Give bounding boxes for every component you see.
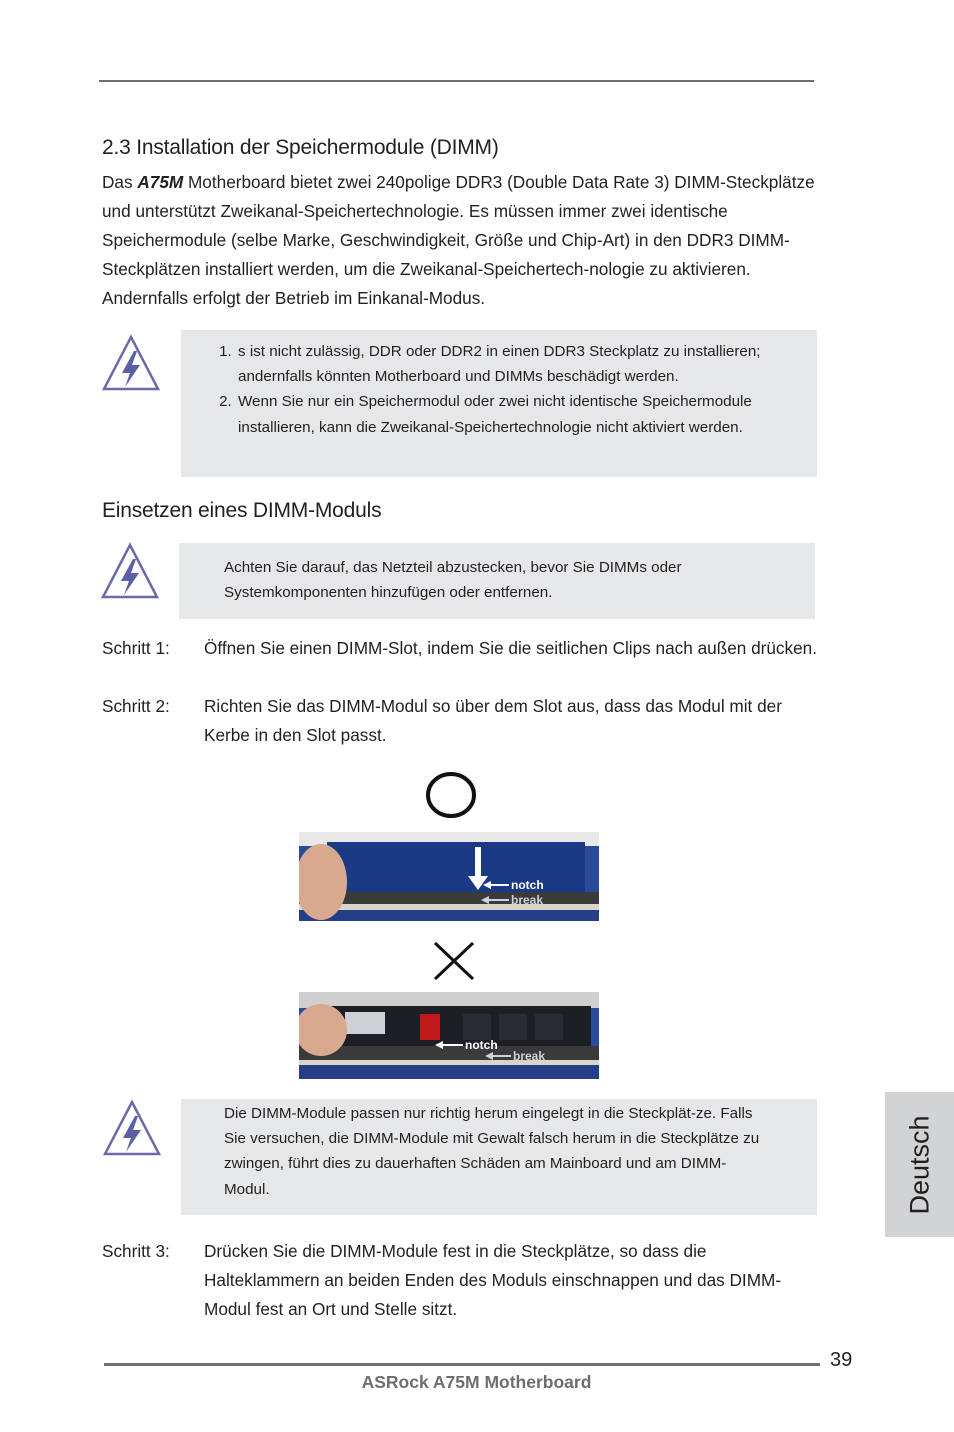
page-number: 39 [830,1349,853,1371]
step-2 [102,692,822,750]
notch-label: notch [511,878,544,892]
language-label: Deutsch [904,1114,934,1215]
note-box-3 [181,1099,817,1215]
note-item: 1. s ist nicht zulässig, DDR oder DDR2 in einen DDR3 Steckplatz zu installieren; andernfalls könnten Motherboard und DIMMs beschädigt werden. [236,339,817,389]
warning-lightning-icon [100,333,162,395]
step-text: Richten Sie das DIMM-Modul so über dem Slot aus, dass das Modul mit der Kerbe in den Slot passt. [204,696,782,745]
break-label: break [511,893,544,907]
warning-lightning-icon [101,1098,163,1160]
cross-wrong-icon [432,940,476,982]
warning-lightning-icon [99,541,161,603]
section-title: 2.3 Installation der Speichermodule (DIMM) [102,136,499,159]
step-label: Schritt 1: [102,638,170,658]
step-label: Schritt 2: [102,696,170,716]
intro-paragraph [102,168,822,313]
note-item: 2. Wenn Sie nur ein Speichermodul oder zwei nicht identische Speichermodule installieren, kann die Zweikanal-Speichertechnologie nicht aktiviert werden. [236,389,817,439]
dimm-photo-wrong [299,992,599,1079]
step-text: Drücken Sie die DIMM-Module fest in die Steckplätze, so dass die Halteklammern an beiden Enden des Moduls einschnappen und das DIMM-Modul fest an Ort und Stelle sitzt. [204,1241,782,1319]
intro-rest: Motherboard bietet zwei 240polige DDR3 (Double Data Rate 3) DIMM-Steckplätze und unterstützt Zweikanal-Speichertechnologie. Es müssen immer zwei identische Speichermodule (selbe Marke, Geschwindigkeit, Größe und Chip-Art) in den DDR3 DIMM-Steckplätzen installiert werden, um die Zweikanal-Speichertech-nologie zu aktivieren. Andernfalls erfolgt der Betrieb im Einkanal-Modus. [102,172,815,308]
note-text-3: Die DIMM-Module passen nur richtig herum eingelegt in die Steckplät-ze. Falls Sie versuchen, die DIMM-Module mit Gewalt falsch herum in die Steckplätze zu zwingen, führt dies zu dauerhaften Schäden am Mainboard und am DIMM-Modul. [224,1105,760,1198]
step-3 [102,1237,822,1324]
note-list [181,330,817,440]
note-box-2 [179,543,815,619]
step-text: Öffnen Sie einen DIMM-Slot, indem Sie die seitlichen Clips nach außen drücken. [204,638,818,658]
footer-title: ASRock A75M Motherboard [361,1372,592,1392]
circle-correct-icon [424,771,478,819]
language-side-tab [885,1092,954,1237]
note-box-1 [181,330,817,477]
top-rule [99,80,814,82]
step-1 [102,634,822,663]
subsection-title: Einsetzen eines DIMM-Moduls [102,499,382,522]
intro-prefix: Das [102,172,138,192]
note-text-2: Achten Sie darauf, das Netzteil abzustecken, bevor Sie DIMMs oder Systemkomponenten hinzufügen oder entfernen. [224,559,682,602]
dimm-photo-correct [299,832,599,921]
intro-model: A75M [137,172,184,192]
break-label: break [513,1049,546,1063]
bottom-rule [104,1363,820,1366]
notch-label: notch [465,1038,498,1052]
step-label: Schritt 3: [102,1241,170,1261]
